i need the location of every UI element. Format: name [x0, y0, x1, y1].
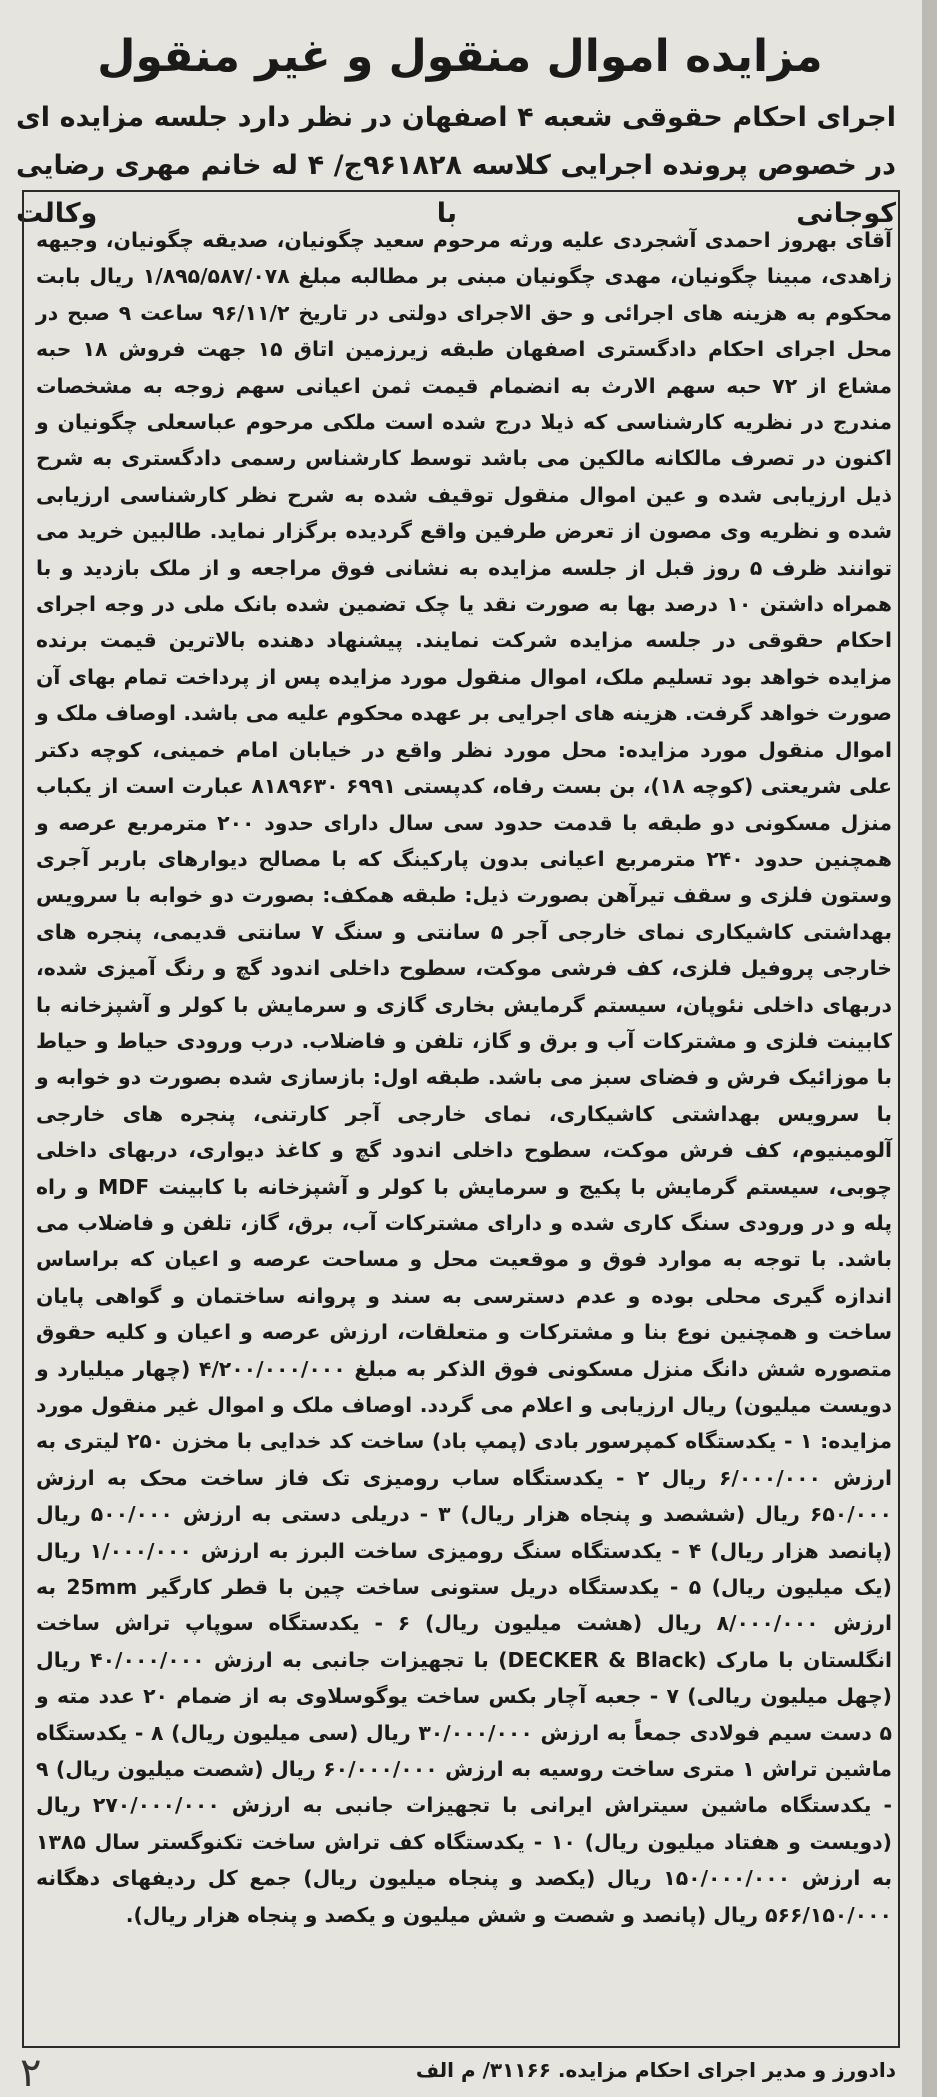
notice-title: مزایده اموال منقول و غیر منقول	[97, 31, 823, 82]
notice-subtitle: اجرای احکام حقوقی شعبه ۴ اصفهان در نظر دارد جلسه مزایده ای در خصوص پرونده اجرایی کلاسه ۹۶۱۸۲۸ج/ ۴ له خانم مهری رضایی کوجانی با وکالت	[16, 102, 896, 229]
notice-footer: دادورز و مدیر اجرای احکام مزایده. ۳۱۱۶۶/ م الف	[415, 2058, 896, 2082]
adjacent-column-edge	[922, 0, 937, 2097]
handwritten-mark-icon: ٢	[20, 2050, 42, 2096]
notice-body: آقای بهروز احمدی آشجردی علیه ورثه مرحوم سعید چگونیان، صدیقه چگونیان، وجیهه زاهدی، مبینا چگونیان، مهدی چگونیان مبنی بر مطالبه مبلغ ۱/۸۹۵/۵۸۷/۰۷۸ ریال بابت محکوم به هزینه های اجرائی و حق الاجرای دولتی در تاریخ ۹۶/۱۱/۲ ساعت ۹ صبح در محل اجرای احکام دادگستری اصفهان طبقه زیرزمین اتاق ۱۵ جهت فروش ۱۸ حبه مشاع از ۷۲ حبه سهم الارث به انضمام قیمت ثمن اعیانی سهم زوجه به مشخصات مندرج در نظریه کارشناسی که ذیلا درج شده است ملکی مرحوم عباسعلی چگونیان و اکنون در تصرف مالکانه مالکین می باشد توسط کارشناس رسمی دادگستری به شرح ذیل ارزیابی شده و عین اموال منقول توقیف شده به شرح نظر کارشناسی ارزیابی شده و نظریه وی مصون از تعرض طرفین واقع گردیده برگزار نماید. طالبین خرید می توانند ظرف ۵ روز قبل از جلسه مزایده به نشانی فوق مراجعه و از ملک بازدید و با همراه داشتن ۱۰ درصد بها به صورت نقد یا چک تضمین شده بانک ملی در وجه اجرای احکام حقوقی در جلسه مزایده شرکت نمایند. پیشنهاد دهنده بالاترین قیمت برنده مزایده خواهد بود تسلیم ملک، اموال منقول مورد مزایده پس از پرداخت تمام بهای آن صورت خواهد گرفت. هزینه های اجرایی بر عهده محکوم علیه می باشد. اوصاف ملک و اموال منقول مورد مزایده: محل مورد نظر واقع در خیابان امام خمینی، کوچه دکتر علی شریعتی (کوچه ۱۸)، بن بست رفاه، کدپستی ۶۹۹۱ ۸۱۸۹۶۳۰ عبارت است از یکباب منزل مسکونی دو طبقه با قدمت حدود سی سال دارای حدود ۲۰۰ مترمربع عرصه و همچنین حدود ۲۴۰ مترمربع اعیانی بدون پارکینگ که با مصالح دیوارهای باربر آجری وستون فلزی و سقف تیرآهن بصورت ذیل: طبقه همکف: بصورت دو خوابه با سرویس بهداشتی کاشیکاری نمای خارجی آجر ۵ سانتی و سنگ ۷ سانتی قدیمی، پنجره های خارجی پروفیل فلزی، کف فرشی موکت، سطوح داخلی اندود گچ و رنگ آمیزی شده، دربهای داخلی نئوپان، سیستم گرمایش بخاری گازی و سرمایش با کولر و آشپزخانه با کابینت فلزی و مشترکات آب و برق و گاز، تلفن و فاضلاب. درب ورودی حیاط و حیاط با موزائیک فرش و فضای سبز می باشد. طبقه اول: بازسازی شده بصورت دو خوابه و با سرویس بهداشتی کاشیکاری، نمای خارجی آجر کارتنی، پنجره های خارجی آلومینیوم، کف فرش موکت، سطوح داخلی اندود گچ و کاغذ دیواری، دربهای داخلی چوبی، سیستم گرمایش با پکیج و سرمایش با کولر و آشپزخانه با کابینت MDF و راه پله و در ورودی سنگ کاری شده و دارای مشترکات آب، برق، گاز، تلفن و فاضلاب می باشد. با توجه به موارد فوق و موقعیت محل و مساحت عرصه و اعیان که براساس اندازه گیری محلی بوده و عدم دسترسی به سند و پروانه ساختمان و گواهی پایان ساخت و همچنین نوع بنا و مشترکات و متعلقات، ارزش عرصه و اعیان و کلیه حقوق متصوره شش دانگ منزل مسکونی فوق الذکر به مبلغ ۴/۲۰۰/۰۰۰/۰۰۰ (چهار میلیارد و دویست میلیون) ریال ارزیابی و اعلام می گردد. اوصاف ملک و اموال غیر منقول مورد مزایده: ۱ - یکدستگاه کمپرسور بادی (پمپ باد) ساخت کد خدایی با مخزن ۲۵۰ لیتری به ارزش ۶/۰۰۰/۰۰۰ ریال ۲ - یکدستگاه ساب رومیزی تک فاز ساخت محک به ارزش ۶۵۰/۰۰۰ ریال (ششصد و پنجاه هزار ریال) ۳ - دریلی دستی به ارزش ۵۰۰/۰۰۰ ریال (پانصد هزار ریال) ۴ - یکدستگاه سنگ رومیزی ساخت البرز به ارزش ۱/۰۰۰/۰۰۰ ریال (یک میلیون ریال) ۵ - یکدستگاه دریل ستونی ساخت چین با قطر کارگیر 25mm به ارزش ۸/۰۰۰/۰۰۰ ریال (هشت میلیون ریال) ۶ - یکدستگاه سوپاپ تراش ساخت انگلستان با مارک (DECKER & Black) با تجهیزات جانبی به ارزش ۴۰/۰۰۰/۰۰۰ ریال (چهل میلیون ریالی) ۷ - جعبه آچار بکس ساخت یوگوسلاوی به از ضمام ۲۰ عدد مته و ۵ دست سیم فولادی جمعاً به ارزش ۳۰/۰۰۰/۰۰۰ ریال (سی میلیون ریال) ۸ - یکدستگاه ماشین تراش ۱ متری ساخت روسیه به ارزش ۶۰/۰۰۰/۰۰۰ ریال (شصت میلیون ریال) ۹ - یکدستگاه ماشین سیتراش ایرانی با تجهیزات جانبی به ارزش ۲۷۰/۰۰۰/۰۰۰ ریال (دویست و هفتاد میلیون ریال) ۱۰ - یکدستگاه کف تراش ساخت تکنوگستر سال ۱۳۸۵ به ارزش ۱۵۰/۰۰۰/۰۰۰ ریال (یکصد و پنجاه میلیون ریال) جمع کل ردیفهای دهگانه ۵۶۶/۱۵۰/۰۰۰ ریال (پانصد و شصت و شش میلیون و یکصد و پنجاه هزار ریال).	[36, 228, 893, 1927]
